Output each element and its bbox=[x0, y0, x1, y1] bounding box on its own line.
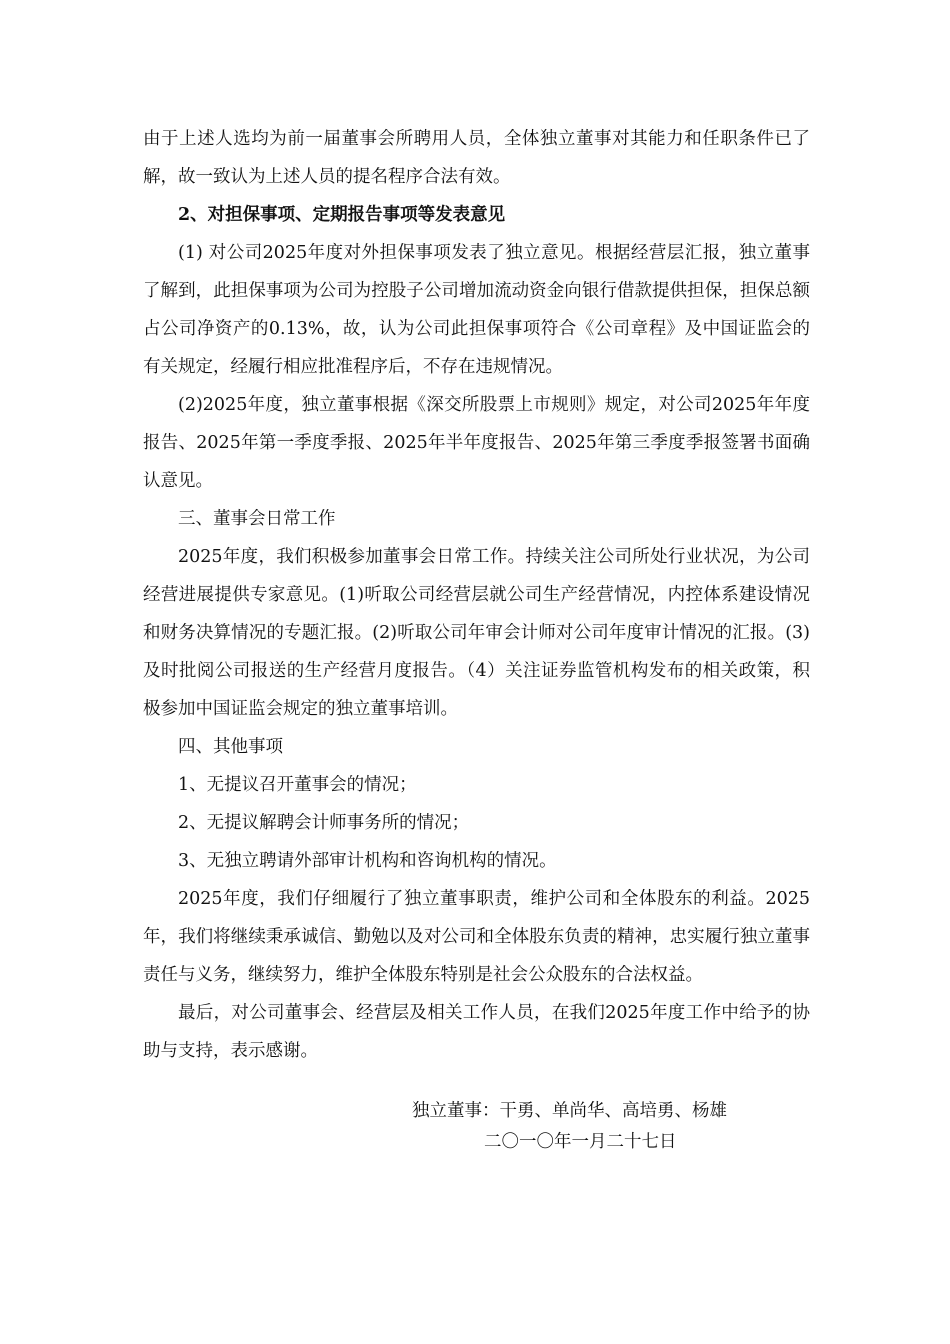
signature-names: 独立董事：干勇、单尚华、高培勇、杨雄 bbox=[412, 1101, 727, 1121]
paragraph-annual-summary: 2025年度，我们仔细履行了独立董事职责，维护公司和全体股东的利益。2025年，我们将继续秉承诚信、勤勉以及对公司和全体股东负责的精神，忠实履行独立董事责任与义务，继续努力，维护全体股东特别是社会公众股东的合法权益。 bbox=[143, 889, 810, 985]
section-heading-daily-work: 三、董事会日常工作 bbox=[178, 509, 336, 529]
list-item-other-3: 3、无独立聘请外部审计机构和咨询机构的情况。 bbox=[178, 851, 557, 871]
paragraph-nomination-conclusion: 由于上述人选均为前一届董事会所聘用人员，全体独立董事对其能力和任职条件已了解，故一致认为上述人员的提名程序合法有效。 bbox=[143, 129, 810, 187]
signature-date: 二〇一〇年一月二十七日 bbox=[484, 1132, 677, 1152]
paragraph-guarantee-opinion: (1) 对公司2025年度对外担保事项发表了独立意见。根据经营层汇报，独立董事了解到，此担保事项为公司为控股子公司增加流动资金向银行借款提供担保，担保总额占公司净资产的0.13%，故，认为公司此担保事项符合《公司章程》及中国证监会的有关规定，经履行相应批准程序后，不存在违规情况。 bbox=[143, 243, 810, 377]
paragraph-daily-work: 2025年度，我们积极参加董事会日常工作。持续关注公司所处行业状况，为公司经营进展提供专家意见。(1)听取公司经营层就公司生产经营情况，内控体系建设情况和财务决算情况的专题汇报。(2)听取公司年审会计师对公司年度审计情况的汇报。(3)及时批阅公司报送的生产经营月度报告。（4）关注证券监管机构发布的相关政策，积极参加中国证监会规定的独立董事培训。 bbox=[143, 547, 810, 719]
paragraph-periodic-reports: (2)2025年度，独立董事根据《深交所股票上市规则》规定，对公司2025年年度报告、2025年第一季度季报、2025年半年度报告、2025年第三季度季报签署书面确认意见。 bbox=[143, 395, 810, 491]
body-text bbox=[143, 120, 810, 1070]
section-heading-guarantee-reports: 2、对担保事项、定期报告事项等发表意见 bbox=[178, 205, 506, 225]
paragraph-acknowledgement: 最后，对公司董事会、经营层及相关工作人员，在我们2025年度工作中给予的协助与支持，表示感谢。 bbox=[143, 1003, 810, 1061]
list-item-other-1: 1、无提议召开董事会的情况； bbox=[178, 775, 417, 795]
list-item-other-2: 2、无提议解聘会计师事务所的情况； bbox=[178, 813, 470, 833]
section-heading-other-matters: 四、其他事项 bbox=[178, 737, 283, 757]
